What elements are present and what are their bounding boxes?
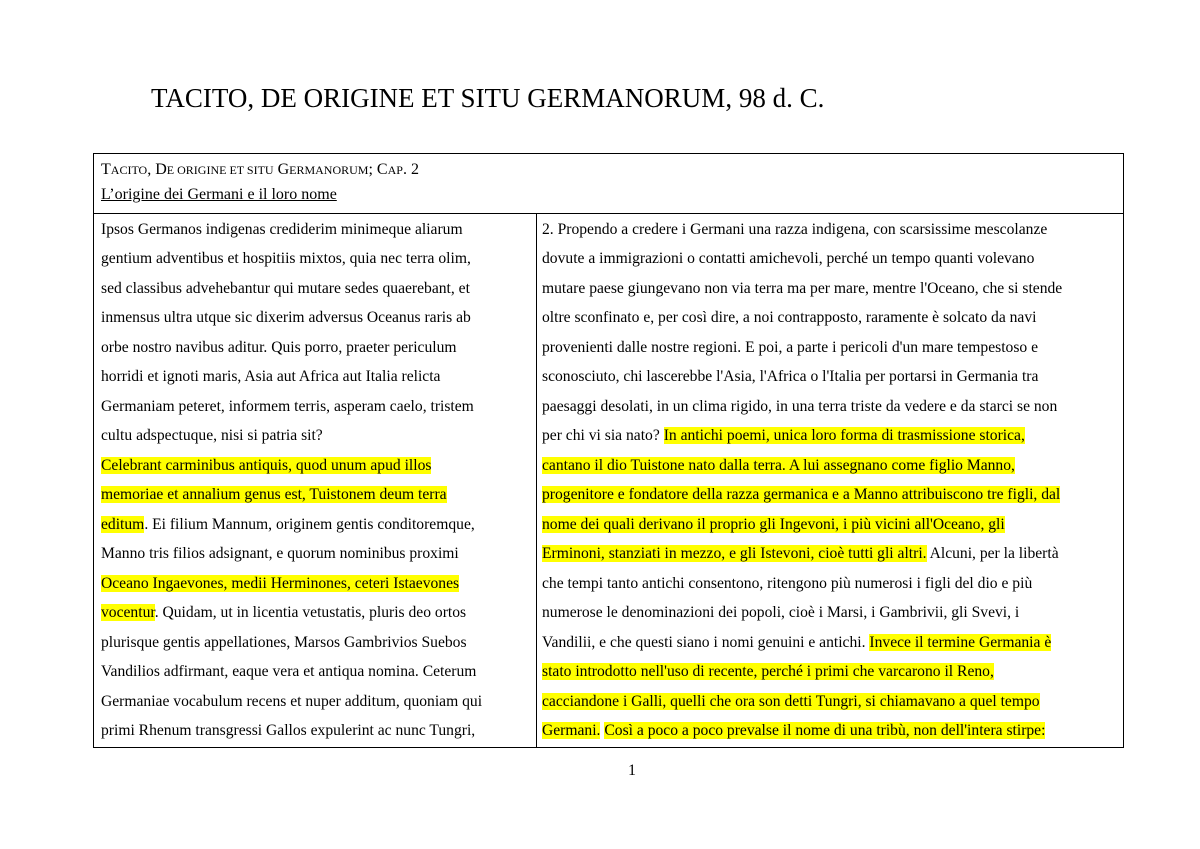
latin-text-line: [101, 215, 463, 245]
latin-text-line: [101, 480, 447, 510]
italian-text-line: [542, 392, 1057, 422]
text-segment: primi Rhenum transgressi Gallos expulerint ac nunc Tungri,: [101, 722, 476, 739]
text-segment: inmensus ultra utque sic dixerim adversus Oceanus raris ab: [101, 309, 471, 326]
heading-part: , D: [147, 161, 167, 178]
latin-text-line: [101, 451, 431, 481]
highlighted-text: cacciandone i Galli, quelli che ora son detti Tungri, si chiamavano a quel tempo: [542, 692, 1040, 710]
document-title: TACITO, DE ORIGINE ET SITU GERMANORUM, 98 d. C.: [151, 83, 825, 113]
italian-text-line: [542, 451, 1015, 481]
highlighted-text: memoriae et annalium genus est, Tuistonem deum terra: [101, 486, 447, 503]
text-segment: Germaniae vocabulum recens et nuper additum, quoniam qui: [101, 692, 483, 710]
text-segment: sconosciuto, chi lascerebbe l'Asia, l'Africa o l'Italia per portarsi in Germania tra: [542, 368, 1039, 385]
text-segment: che tempi tanto antichi consentono, ritengono più numerosi i figli del dio e più: [542, 574, 1033, 592]
highlighted-text: stato introdotto nell'uso di recente, perché i primi che varcarono il Reno,: [542, 663, 994, 680]
text-segment: 2. Propendo a credere i Germani una razza indigena, con scarsissime mescolanze: [542, 220, 1048, 238]
heading-part: T: [101, 161, 111, 178]
text-segment: Vandilii, e che questi siano i nomi genuini e antichi.: [542, 633, 870, 651]
italian-text-line: [542, 333, 1038, 363]
latin-text-line: [101, 244, 471, 274]
text-segment: mutare paese giungevano non via terra ma per mare, mentre l'Oceano, che si stende: [542, 279, 1063, 297]
latin-text-line: [101, 392, 474, 422]
highlighted-text: Oceano Ingaevones, medii Herminones, ceteri Istaevones: [101, 574, 460, 592]
italian-text-line: [542, 657, 994, 687]
highlighted-text: Celebrant carminibus antiquis, quod unum apud illos: [101, 456, 432, 474]
latin-text-line: [101, 510, 475, 540]
text-segment: oltre sconfinato e, per così dire, a noi contrapposto, raramente è solcato da navi: [542, 309, 1037, 326]
latin-text-line: [101, 333, 457, 363]
latin-text-line: [101, 303, 471, 333]
text-segment: Ipsos Germanos indigenas crediderim minimeque aliarum: [101, 220, 463, 238]
text-segment: plurisque gentis appellationes, Marsos Gambrivios Suebos: [101, 633, 467, 651]
latin-text-line: [101, 687, 482, 717]
chapter-subtitle: L’origine dei Germani e il loro nome: [101, 186, 337, 203]
highlighted-text: Germani.: [542, 722, 601, 739]
text-segment: orbe nostro navibus aditur. Quis porro, praeter periculum: [101, 338, 457, 356]
italian-text-line: [542, 274, 1062, 304]
text-segment: . Ei filium Mannum, originem gentis conditoremque,: [144, 515, 475, 533]
latin-text-line: [101, 539, 459, 569]
heading-part: ; C: [368, 161, 388, 178]
italian-text-line: [542, 539, 1059, 569]
italian-text-line: [542, 716, 1045, 746]
text-segment: . Quidam, ut in licentia vetustatis, pluris deo ortos: [154, 604, 467, 621]
highlighted-text: Erminoni, stanziati in mezzo, e gli Istevoni, cioè tutti gli altri.: [542, 545, 927, 562]
text-table: [93, 153, 1124, 748]
italian-text-line: [542, 244, 1034, 274]
highlighted-text: progenitore e fondatore della razza germanica e a Manno attribuiscono tre figli, dal: [542, 486, 1061, 503]
italian-text-line: [542, 480, 1060, 510]
highlighted-text: vocentur: [101, 604, 155, 621]
heading-part: AP: [387, 163, 403, 177]
highlighted-text: In antichi poemi, unica loro forma di trasmissione storica,: [663, 427, 1025, 444]
italian-text-line: [542, 510, 1005, 540]
chapter-heading: [101, 159, 419, 181]
heading-part: . 2: [402, 161, 419, 178]
italian-text-line: [542, 598, 1019, 628]
italian-text-line: [542, 569, 1032, 599]
text-segment: per chi vi sia nato?: [542, 427, 664, 444]
text-segment: dovute a immigrazioni o contatti amichevoli, perché un tempo quanti volevano: [542, 250, 1035, 267]
italian-text-line: [542, 303, 1037, 333]
highlighted-text: Invece il termine Germania è: [869, 633, 1052, 651]
latin-text-line: [101, 657, 476, 687]
latin-text-line: [101, 569, 459, 599]
text-segment: gentium adventibus et hospitiis mixtos, quia nec terra olim,: [101, 250, 471, 267]
latin-text-column: [94, 214, 536, 748]
page-number: 1: [628, 762, 636, 779]
italian-text-line: [542, 362, 1038, 392]
latin-text-line: [101, 598, 466, 628]
text-segment: cultu adspectuque, nisi si patria sit?: [101, 427, 323, 444]
latin-text-line: [101, 421, 323, 451]
text-segment: Germaniam peteret, informem terris, asperam caelo, tristem: [101, 397, 474, 415]
text-segment: Vandilios adfirmant, eaque vera et antiqua nomina. Ceterum: [101, 663, 477, 680]
latin-text-line: [101, 362, 440, 392]
latin-text-line: [101, 628, 467, 658]
italian-text-line: [542, 215, 1047, 245]
highlighted-text: cantano il dio Tuistone nato dalla terra. A lui assegnano come figlio Manno,: [542, 456, 1015, 474]
text-segment: sed classibus advehebantur qui mutare sedes quaerebant, et: [101, 279, 470, 297]
heading-part: ERMANORUM: [289, 163, 369, 177]
table-header-row: [94, 154, 1123, 214]
text-segment: paesaggi desolati, in un clima rigido, in una terra triste da vedere e da starci se non: [542, 397, 1058, 415]
highlighted-text: Così a poco a poco prevalse il nome di una tribù, non dell'intera stirpe:: [604, 722, 1046, 739]
heading-part: G: [273, 161, 290, 178]
text-segment: provenienti dalle nostre regioni. E poi, a parte i pericoli d'un mare tempestoso e: [542, 338, 1039, 356]
text-segment: Alcuni, per la libertà: [926, 545, 1059, 562]
text-segment: horridi et ignoti maris, Asia aut Africa aut Italia relicta: [101, 368, 441, 385]
highlighted-text: editum: [101, 515, 145, 533]
latin-text-line: [101, 274, 470, 304]
italian-text-line: [542, 628, 1051, 658]
latin-text-line: [101, 716, 475, 746]
italian-text-line: [542, 687, 1040, 717]
heading-part: ACITO: [110, 163, 148, 177]
text-segment: numerose le denominazioni dei popoli, cioè i Marsi, i Gambrivii, gli Svevi, i: [542, 604, 1020, 621]
italian-translation-column: [537, 214, 1123, 748]
highlighted-text: nome dei quali derivano il proprio gli Ingevoni, i più vicini all'Oceano, gli: [542, 515, 1005, 533]
italian-text-line: [542, 421, 1025, 451]
text-segment: Manno tris filios adsignant, e quorum nominibus proximi: [101, 545, 459, 562]
heading-part: E ORIGINE ET SITU: [166, 163, 274, 177]
